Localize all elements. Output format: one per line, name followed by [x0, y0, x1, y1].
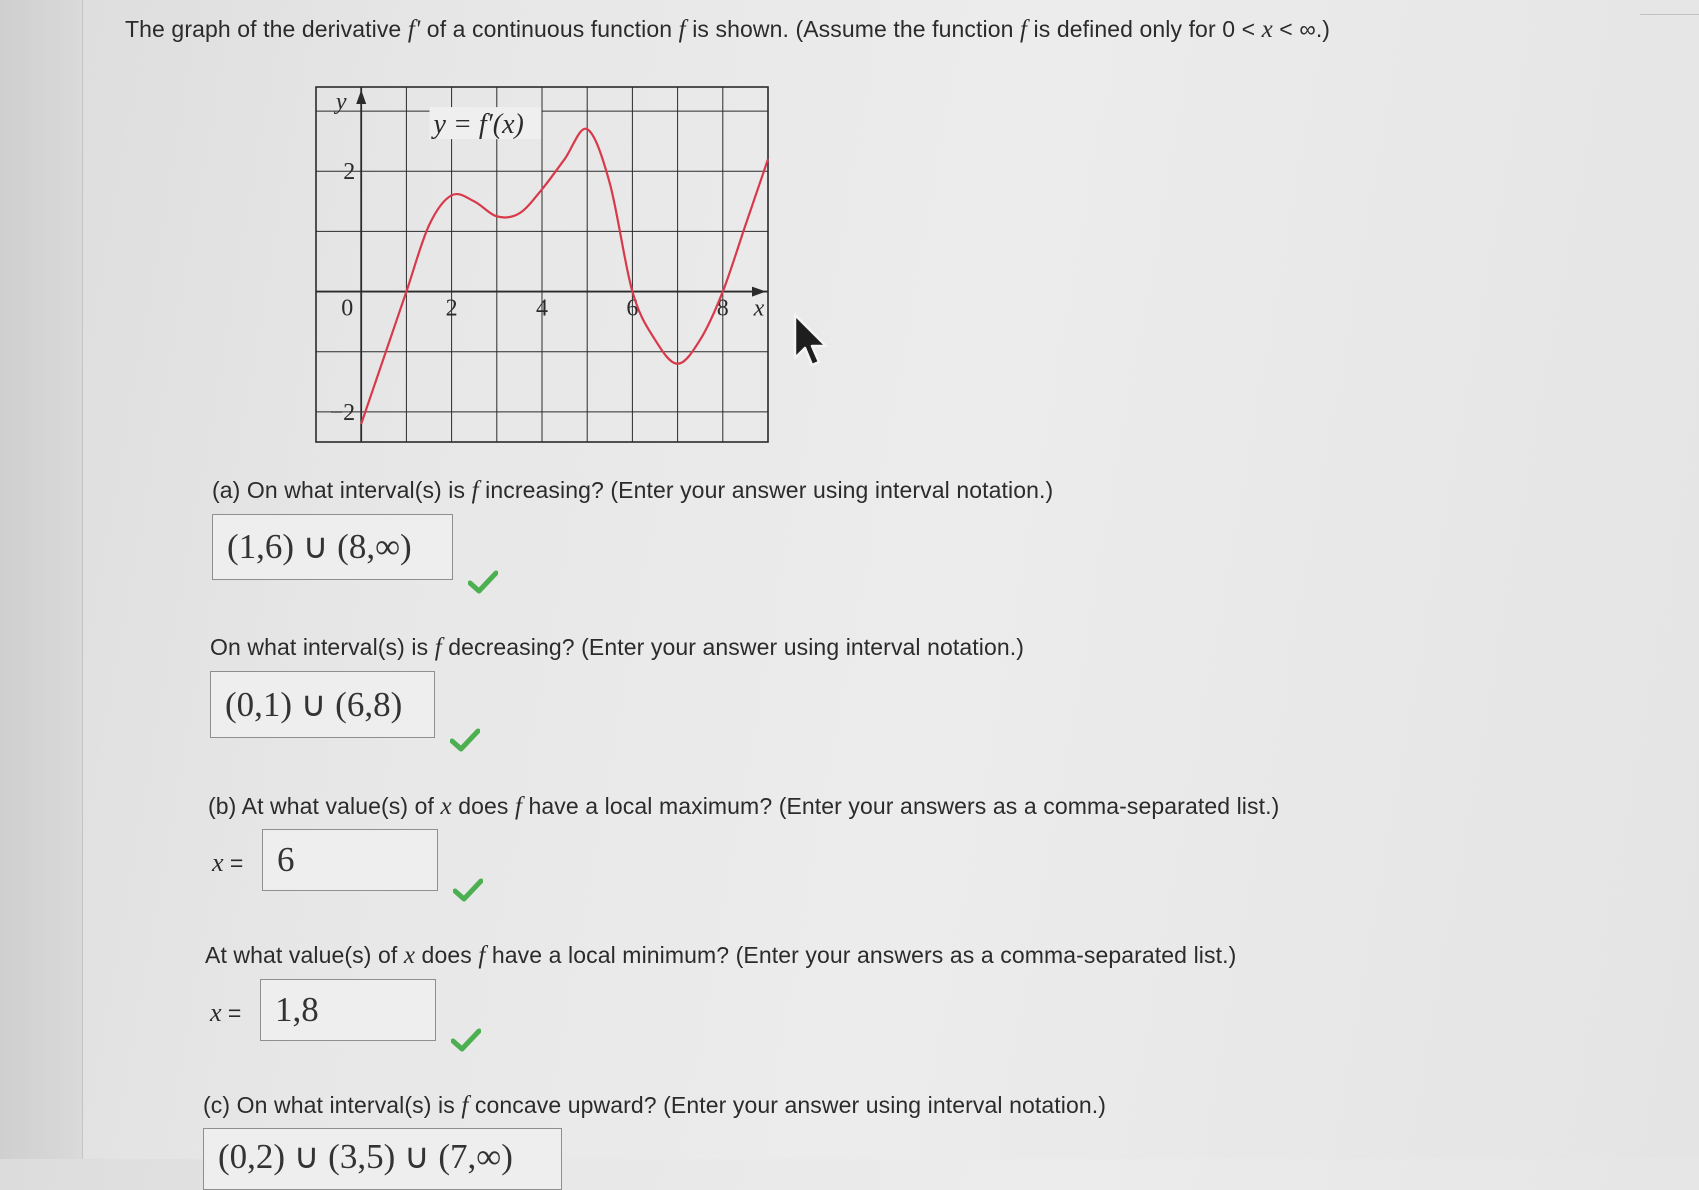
y-axis-arrow-icon [356, 90, 366, 104]
increasing-f: f [471, 477, 479, 504]
part-b-max-question [208, 793, 1279, 821]
local-max-answer-field[interactable]: 6 [262, 829, 438, 891]
checkmark-icon [450, 728, 480, 752]
max-text-3: have a local maximum? (Enter your answers as a comma-separated list.) [522, 793, 1280, 819]
concave-text-1: (c) On what interval(s) is [203, 1092, 462, 1118]
derivative-graph [310, 82, 780, 447]
min-text-1: At what value(s) of [205, 942, 404, 968]
decreasing-answer-field[interactable]: (0,1) ∪ (6,8) [210, 671, 435, 738]
intro-text-4: is defined only for 0 < [1027, 16, 1262, 42]
increasing-answer-field[interactable]: (1,6) ∪ (8,∞) [212, 514, 453, 580]
intro-text-3: is shown. (Assume the function [685, 16, 1020, 42]
decreasing-f: f [434, 634, 442, 661]
x-tick-label: 4 [536, 295, 548, 322]
min-x-symbol: x [210, 998, 222, 1027]
intro-f2: f [1020, 16, 1028, 43]
intro-text-2: of a continuous function [420, 16, 679, 42]
intro-text-1: The graph of the derivative [125, 16, 408, 42]
decreasing-text-1: On what interval(s) is [210, 634, 435, 660]
graph-tick-labels [330, 89, 765, 426]
max-text-1: (b) At what value(s) of [208, 793, 441, 819]
page-margin [0, 0, 83, 1159]
local-min-answer-field[interactable]: 1,8 [260, 979, 436, 1041]
intro-f: f [678, 16, 686, 43]
part-a-increasing-question [212, 477, 1053, 505]
intro-fprime: f' [407, 16, 421, 43]
min-x: x [403, 942, 416, 969]
checkmark-icon [451, 1028, 481, 1052]
y-tick-label: 2 [343, 159, 356, 186]
derivative-curve [361, 129, 768, 424]
part-a-decreasing-question [210, 634, 1024, 662]
x-tick-label: 8 [716, 295, 729, 322]
checkmark-icon [468, 570, 498, 594]
x-axis-label: x [753, 295, 765, 322]
x-tick-label: 2 [445, 295, 458, 322]
x-tick-label: 0 [341, 295, 354, 322]
min-x-equals-label [210, 998, 241, 1028]
max-x-equals-label [212, 848, 243, 878]
min-text-2: does [415, 942, 479, 968]
graph-title: y = f′(x) [433, 109, 524, 141]
concave-up-answer-field[interactable]: (0,2) ∪ (3,5) ∪ (7,∞) [203, 1128, 562, 1190]
min-text-3: have a local minimum? (Enter your answers as a comma-separated list.) [485, 942, 1237, 968]
min-equals-sign: = [221, 1000, 242, 1026]
part-c-concave-question [203, 1092, 1106, 1120]
increasing-text-1: (a) On what interval(s) is [212, 477, 472, 503]
x-tick-label: 6 [626, 295, 639, 322]
graph-grid [316, 87, 768, 442]
part-b-min-question [205, 942, 1236, 970]
increasing-text-2: increasing? (Enter your answer using interval notation.) [478, 477, 1054, 503]
max-f: f [514, 793, 523, 820]
mouse-cursor-icon [792, 312, 830, 370]
y-axis-label: y [335, 89, 347, 115]
checkmark-icon [453, 878, 483, 902]
intro-x: x [1261, 16, 1273, 43]
y-tick-label: −2 [329, 399, 356, 426]
max-x-symbol: x [212, 848, 224, 877]
max-text-2: does [451, 793, 515, 819]
intro-text-5: < ∞.) [1272, 16, 1331, 42]
concave-text-2: concave upward? (Enter your answer using interval notation.) [468, 1092, 1107, 1118]
question-intro [125, 16, 1330, 44]
decreasing-text-2: decreasing? (Enter your answer using interval notation.) [441, 634, 1025, 660]
min-f: f [478, 942, 486, 969]
max-x: x [440, 793, 452, 820]
concave-f: f [461, 1092, 469, 1119]
max-equals-sign: = [223, 850, 244, 876]
header-rule [1640, 14, 1699, 15]
